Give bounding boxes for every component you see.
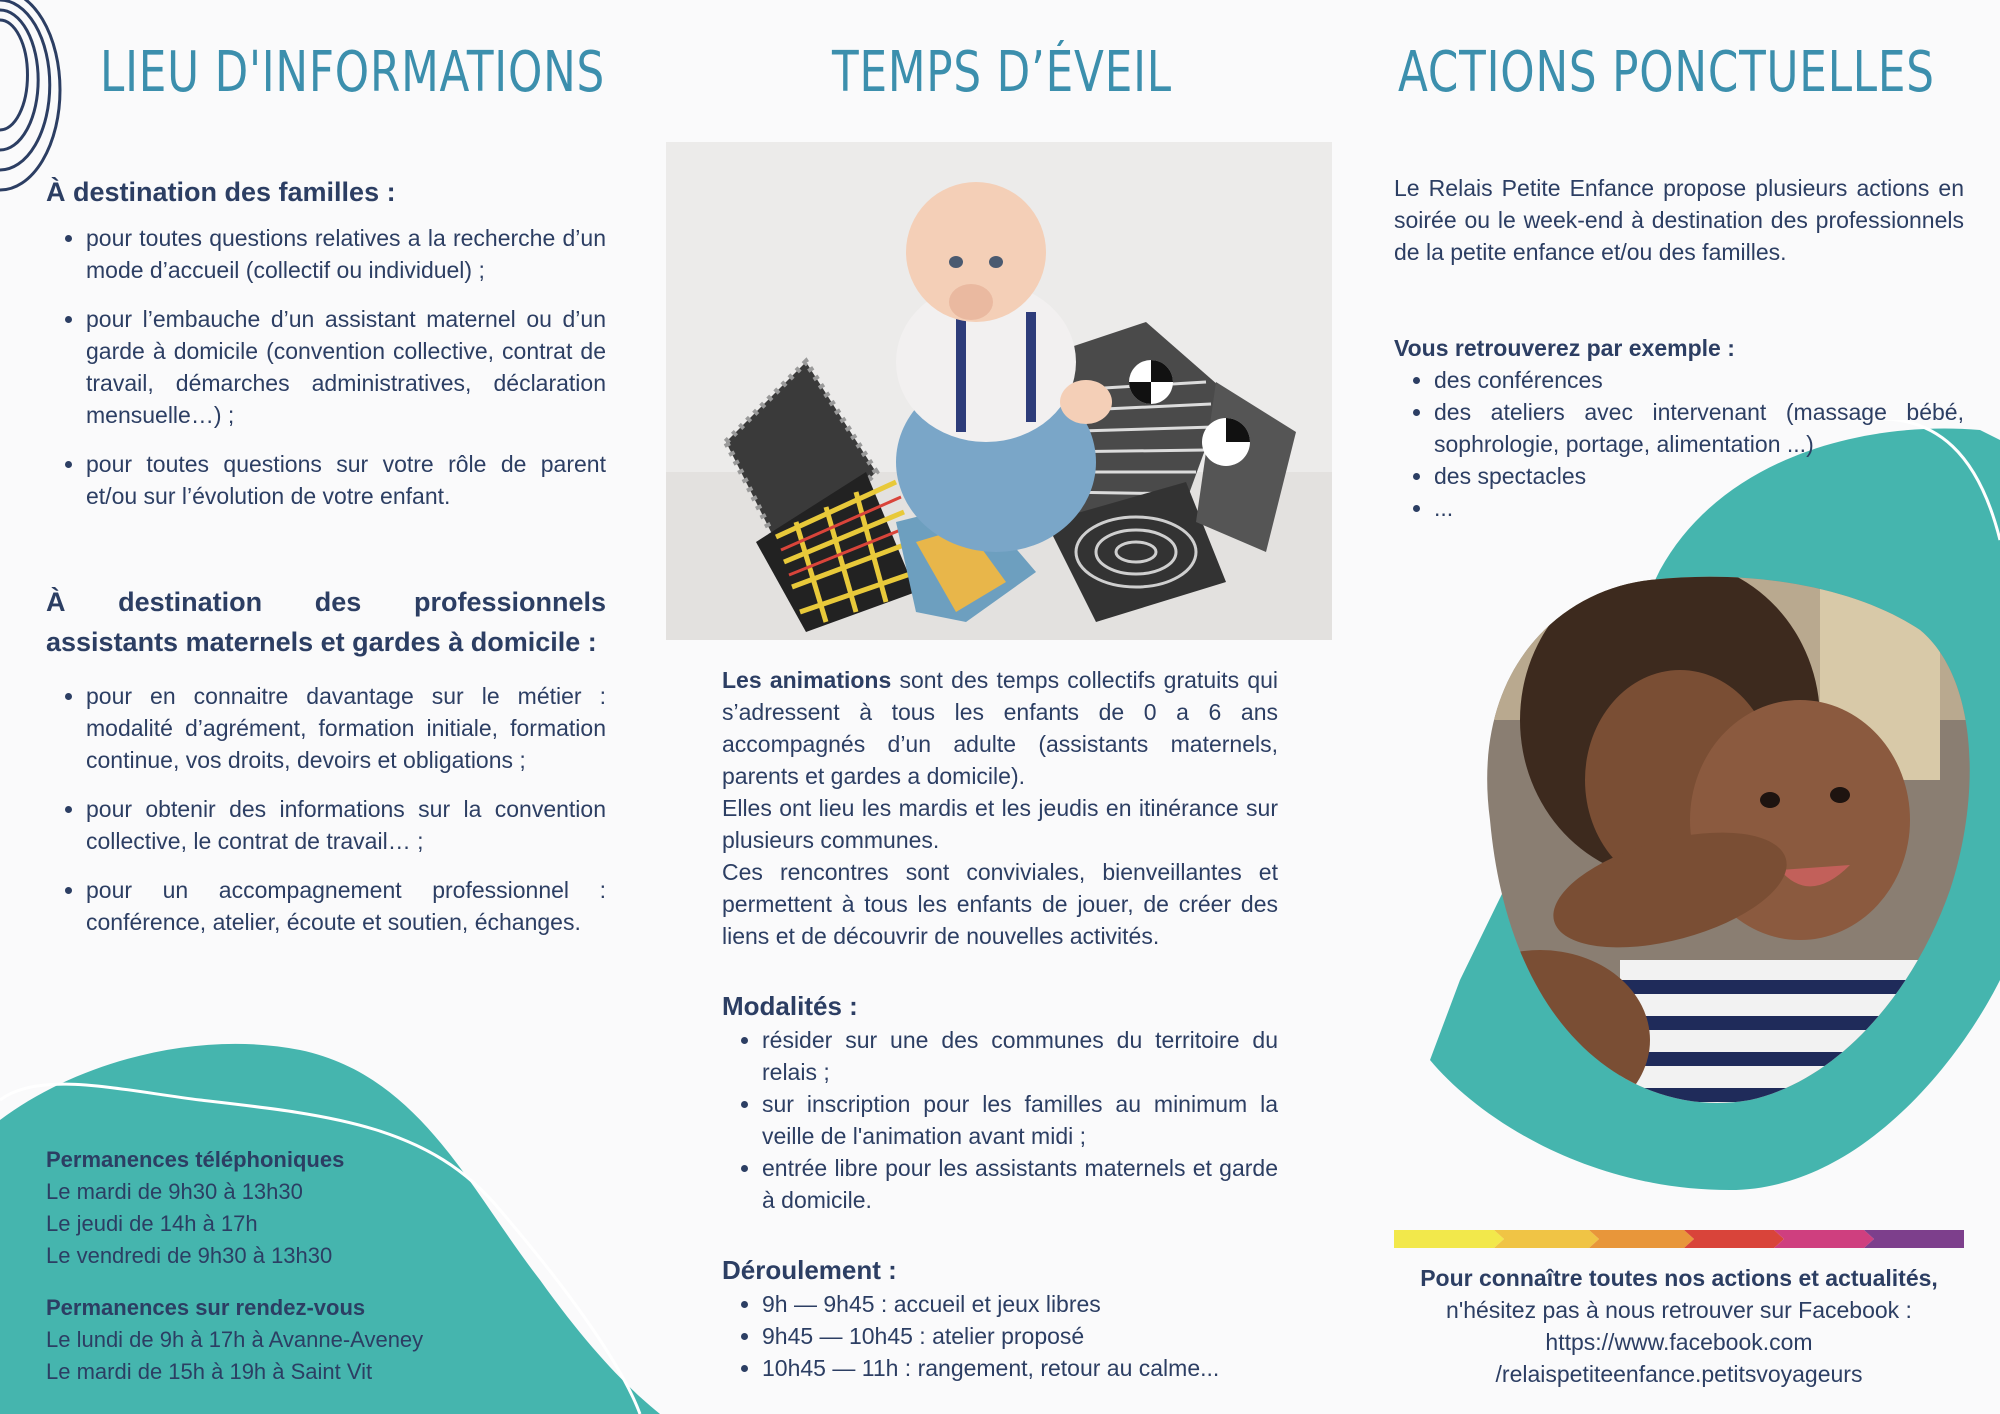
column-actions-ponctuelles — [1340, 0, 2000, 1414]
list-item: • pour un accompagnement professionnel : conférence, atelier, écoute et soutien, échanges. — [86, 874, 606, 938]
actions-intro: Le Relais Petite Enfance propose plusieurs actions en soirée ou le week-end à destination des professionnels de la petite enfance et/ou des familles. — [1394, 175, 1964, 265]
animations-description — [722, 664, 1278, 952]
modalites-section — [722, 988, 1278, 1216]
examples-lead: Vous retrouverez par exemple : — [1394, 335, 1735, 361]
list-item: • pour toutes questions sur votre rôle de parent et/ou sur l’évolution de votre enfant. — [86, 448, 606, 512]
title-temps-eveil: TEMPS D’ÉVEIL — [832, 40, 1172, 105]
deroulement-list — [722, 1288, 1278, 1384]
list-item: • pour obtenir des informations sur la convention collective, le contrat de travail… ; — [86, 793, 606, 857]
phone-permanence-line: Le vendredi de 9h30 à 13h30 — [46, 1243, 333, 1268]
list-item: • pour en connaitre davantage sur le métier : modalité d’agrément, formation initiale, formation continue, vos droits, devoirs et obligations ; — [86, 680, 606, 776]
professionals-heading — [46, 582, 606, 662]
animations-para2: Elles ont lieu les mardis et les jeudis en itinérance sur plusieurs communes. — [722, 795, 1278, 853]
title-actions-ponctuelles: ACTIONS PONCTUELLES — [1398, 40, 1935, 105]
families-list — [46, 222, 606, 512]
rdv-permanence-line: Le lundi de 9h à 17h à Avanne-Aveney — [46, 1327, 424, 1352]
modalites-list — [722, 1024, 1278, 1216]
modalites-heading: Modalités : — [722, 991, 858, 1021]
families-heading: À destination des familles : — [46, 177, 396, 207]
list-item: • 9h45 — 10h45 : atelier proposé — [762, 1320, 1278, 1352]
animations-para3: Ces rencontres sont conviviales, bienveillantes et permettent à tous les enfants de jouer, de créer des liens et de découvrir de nouvelles activités. — [722, 859, 1278, 949]
column-temps-eveil — [660, 0, 1340, 1414]
examples-list — [1394, 364, 1964, 524]
list-item: • ... — [1434, 492, 1964, 524]
families-section — [46, 172, 606, 529]
animations-intro — [722, 664, 1278, 792]
facebook-url-line2[interactable]: /relaispetiteenfance.petitsvoyageurs — [1495, 1361, 1863, 1387]
list-item: • des spectacles — [1434, 460, 1964, 492]
deroulement-heading: Déroulement : — [722, 1255, 897, 1285]
title-lieu-informations: LIEU D'INFORMATIONS — [100, 40, 606, 105]
facebook-block — [1394, 1262, 1964, 1390]
phone-permanence-line: Le jeudi de 14h à 17h — [46, 1211, 258, 1236]
professionals-heading-line2: assistants maternels et gardes à domicile : — [46, 627, 597, 657]
facebook-url-line1[interactable]: https://www.facebook.com — [1545, 1329, 1813, 1355]
baby-with-toys-photo — [666, 142, 1332, 640]
list-item: • 9h — 9h45 : accueil et jeux libres — [762, 1288, 1278, 1320]
list-item: • entrée libre pour les assistants maternels et garde à domicile. — [762, 1152, 1278, 1216]
examples-section — [1394, 332, 1964, 524]
deroulement-section — [722, 1252, 1278, 1384]
professionals-section — [46, 582, 606, 955]
column-lieu-informations — [0, 0, 660, 1414]
list-item: • pour toutes questions relatives a la recherche d’un mode d’accueil (collectif ou individuel) ; — [86, 222, 606, 286]
phone-permanence-line: Le mardi de 9h30 à 13h30 — [46, 1179, 303, 1204]
list-item: • pour l’embauche d’un assistant maternel ou d’un garde à domicile (convention collective, contrat de travail, démarches administratives, déclaration mensuelle…) ; — [86, 303, 606, 431]
animations-intro-rest: sont des temps collectifs gratuits qui s’adressent à tous les enfants de 0 a 6 ans accompagnés d’un adulte (assistants maternels, parents et gardes a domicile). — [722, 667, 1279, 789]
phone-permanences-label: Permanences téléphoniques — [46, 1147, 345, 1172]
list-item: • des conférences — [1434, 364, 1964, 396]
teal-blob-with-photo — [1340, 420, 2000, 1210]
rdv-permanences-label: Permanences sur rendez-vous — [46, 1295, 366, 1320]
facebook-line: n'hésitez pas à nous retrouver sur Facebook : — [1446, 1297, 1912, 1323]
list-item: • résider sur une des communes du territoire du relais ; — [762, 1024, 1278, 1088]
list-item: • des ateliers avec intervenant (massage bébé, sophrologie, portage, alimentation ...) — [1434, 396, 1964, 460]
list-item: • 10h45 — 11h : rangement, retour au calme... — [762, 1352, 1278, 1384]
professionals-list — [46, 680, 606, 938]
rdv-permanence-line: Le mardi de 15h à 19h à Saint Vit — [46, 1359, 373, 1384]
professionals-heading-line1: À destination des professionnels — [46, 587, 606, 617]
permanences-block — [46, 1144, 606, 1388]
list-item: • sur inscription pour les familles au minimum la veille de l'animation avant midi ; — [762, 1088, 1278, 1152]
color-stripe-decoration — [1394, 1230, 1964, 1248]
animations-intro-bold: Les animations — [722, 667, 892, 693]
facebook-bold-line: Pour connaître toutes nos actions et actualités, — [1420, 1265, 1938, 1291]
